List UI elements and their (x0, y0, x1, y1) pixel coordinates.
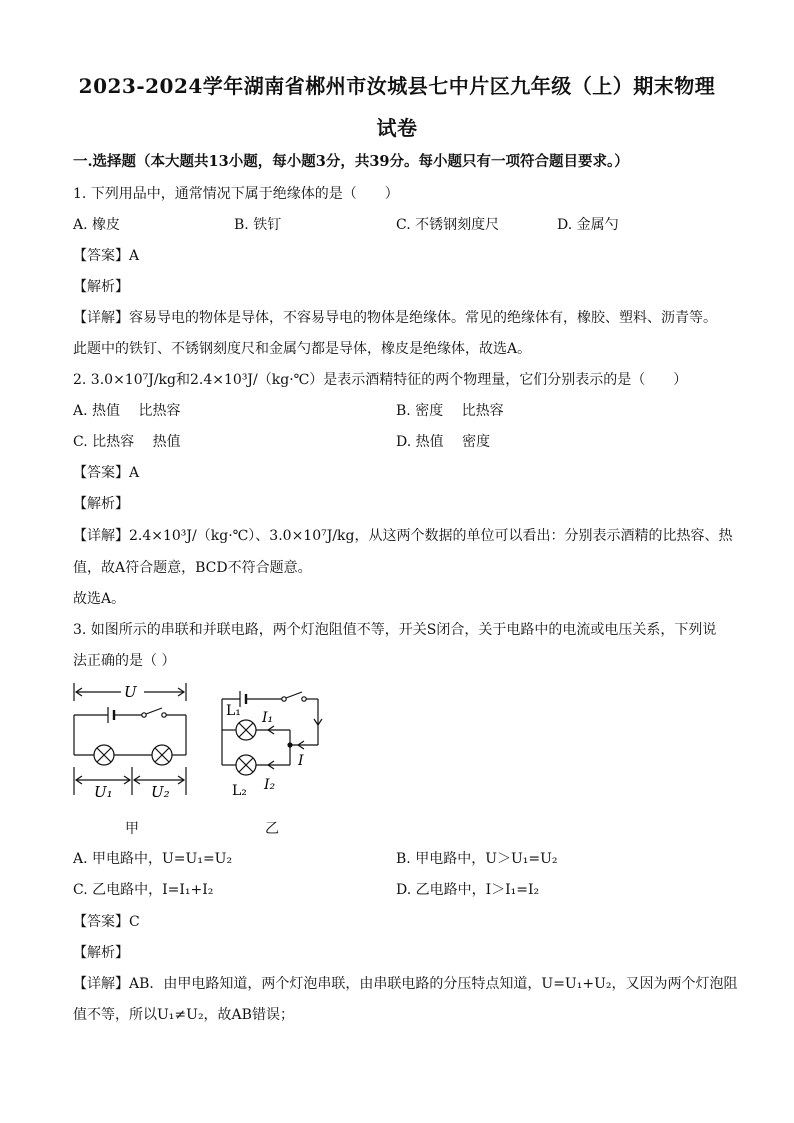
q3-detail-2: 值不等，所以U₁≠U₂，故AB错误； (73, 1007, 294, 1023)
q2-answer: 【答案】A (73, 465, 140, 481)
q3-option-b: B. 甲电路中，U＞U₁=U₂ (396, 851, 558, 867)
label-I: I (298, 753, 304, 769)
label-I2: I₂ (264, 777, 276, 793)
section-heading: 一.选择题（本大题共13小题，每小题3分，共39分。每小题只有一项符合题目要求。） (73, 153, 629, 170)
q2-detail-2: 值，故A符合题意，BCD不符合题意。 (73, 560, 312, 576)
q1-detail-1: 【详解】容易导电的物体是导体，不容易导电的物体是绝缘体。常见的绝缘体有，橡胶、塑料、沥青等。 (73, 310, 717, 326)
q2-option-a: A. 热值 比热容 (73, 403, 181, 419)
q1-option-d: D. 金属勺 (557, 217, 619, 233)
q2-option-c: C. 比热容 热值 (73, 434, 181, 450)
q2-detail-3: 故选A。 (73, 591, 126, 607)
label-U1: U₁ (94, 783, 113, 801)
circuit-figure (66, 675, 346, 835)
figure-label-yi: 乙 (265, 821, 279, 837)
q3-analysis: 【解析】 (73, 945, 129, 961)
label-I1: I₁ (262, 710, 274, 726)
label-L2: L₂ (232, 783, 247, 799)
q1-option-a: A. 橡皮 (73, 217, 121, 233)
q2-stem: 2. 3.0×10⁷J/kg和2.4×10³J/（kg·℃）是表示酒精特征的两个物理量，它们分别表示的是（ ） (73, 372, 688, 388)
q1-option-c: C. 不锈钢刻度尺 (396, 217, 500, 233)
label-L1: L₁ (226, 703, 241, 719)
q1-detail-2: 此题中的铁钉、不锈钢刻度尺和金属勺都是导体，橡皮是绝缘体，故选A。 (73, 341, 532, 357)
figure-label-jia: 甲 (125, 821, 139, 837)
q2-detail-1: 【详解】2.4×10³J/（kg·℃）、3.0×10⁷J/kg，从这两个数据的单位可以看出：分别表示酒精的比热容、热 (73, 528, 733, 544)
q1-option-b: B. 铁钉 (234, 217, 282, 233)
q3-stem-2: 法正确的是（ ） (73, 653, 176, 669)
q2-analysis: 【解析】 (73, 496, 129, 512)
q3-stem-1: 3. 如图所示的串联和并联电路，两个灯泡阻值不等，开关S闭合，关于电路中的电流或电压关系，下列说 (73, 622, 717, 638)
q1-analysis: 【解析】 (73, 279, 129, 295)
q2-option-d: D. 热值 密度 (396, 434, 491, 450)
q2-option-b: B. 密度 比热容 (396, 403, 504, 419)
q3-answer: 【答案】C (73, 914, 140, 930)
label-U: U (124, 683, 137, 701)
q3-detail-1: 【详解】AB．由甲电路知道，两个灯泡串联，由串联电路的分压特点知道，U=U₁+U₂，又因为两个灯泡阻 (73, 976, 738, 992)
page-title: 2023-2024学年湖南省郴州市汝城县七中片区九年级（上）期末物理 (78, 74, 716, 98)
q1-answer: 【答案】A (73, 248, 140, 264)
page-title-line2: 试卷 (376, 116, 418, 140)
q3-option-d: D. 乙电路中，I＞I₁=I₂ (396, 882, 540, 898)
q1-stem: 1. 下列用品中，通常情况下属于绝缘体的是（ ） (73, 186, 399, 202)
q3-option-a: A. 甲电路中，U=U₁=U₂ (73, 851, 233, 867)
label-U2: U₂ (151, 783, 170, 801)
q3-option-c: C. 乙电路中，I=I₁+I₂ (73, 882, 214, 898)
